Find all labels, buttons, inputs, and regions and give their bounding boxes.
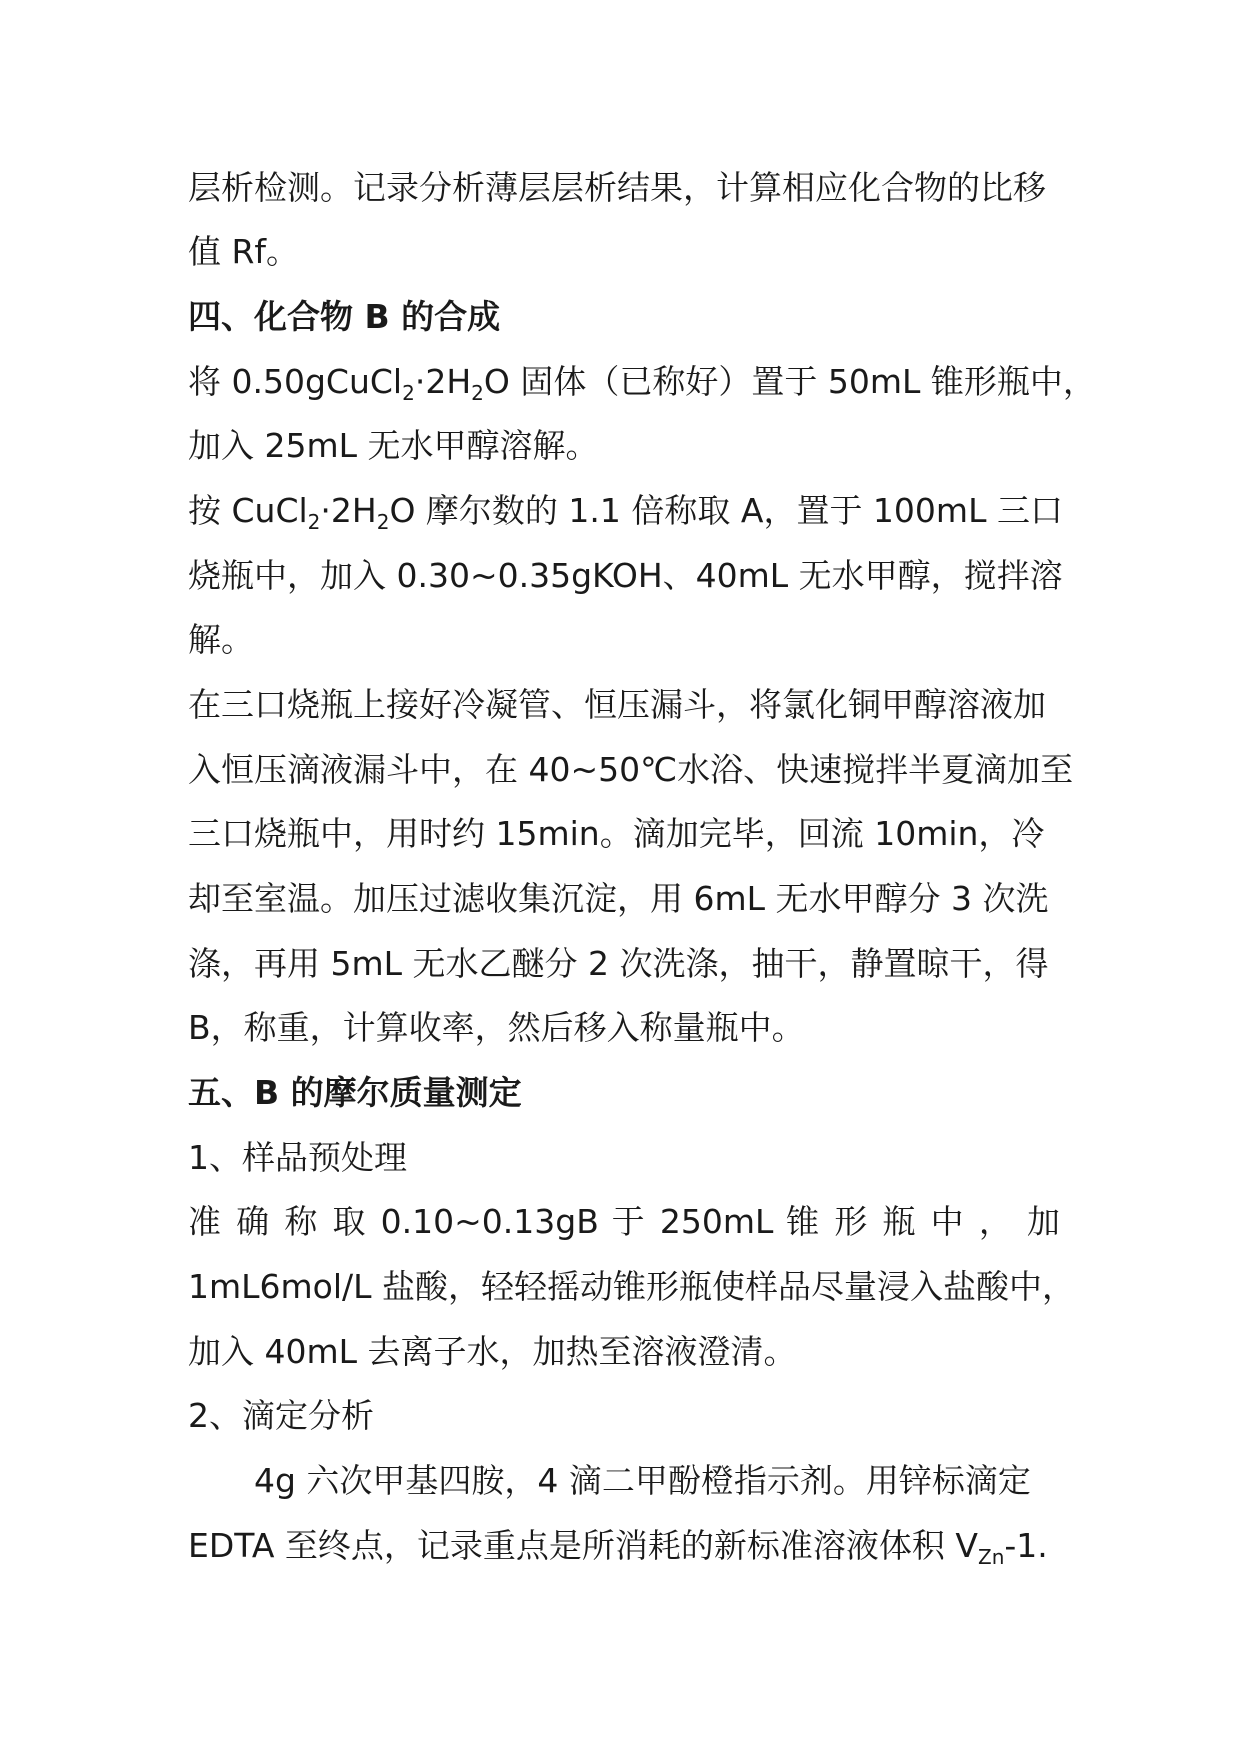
paragraph-line: 入恒压滴液漏斗中，在 40~50℃水浴、快速搅拌半夏滴加至: [188, 750, 1074, 789]
paragraph-line: EDTA 至终点，记录重点是所消耗的新标准溶液体积 $V_{Zn}-1$.: [188, 1526, 1048, 1569]
section-heading: 五、B 的摩尔质量测定: [188, 1073, 522, 1112]
paragraph-line: 4g 六次甲基四胺，4 滴二甲酚橙指示剂。用锌标滴定: [254, 1461, 1031, 1500]
paragraph-line: 将 $0.50gCuCl_2\cdot 2H_2O$ 固体（已称好）置于 50mL 锥形瓶中，: [188, 362, 1096, 405]
paragraph-line: 解。: [188, 620, 254, 659]
paragraph-line: 加入 25mL 无水甲醇溶解。: [188, 426, 599, 465]
paragraph-line: 却至室温。加压过滤收集沉淀，用 6mL 无水甲醇分 3 次洗: [188, 879, 1049, 918]
paragraph-line: 在三口烧瓶上接好冷凝管、恒压漏斗，将氯化铜甲醇溶液加: [188, 685, 1046, 724]
paragraph-line: 涤，再用 5mL 无水乙醚分 2 次洗涤，抽干，静置晾干，得: [188, 944, 1049, 983]
paragraph-line: 层析检测。记录分析薄层层析结果，计算相应化合物的比移: [188, 168, 1046, 207]
paragraph-line: 烧瓶中，加入 0.30~0.35gKOH、40mL 无水甲醇，搅拌溶: [188, 556, 1063, 595]
paragraph-line: 1mL6mol/L 盐酸，轻轻摇动锥形瓶使样品尽量浸入盐酸中，: [188, 1267, 1076, 1306]
subsection-heading: 2、滴定分析: [188, 1396, 374, 1435]
section-heading: 四、化合物 B 的合成: [188, 297, 501, 336]
paragraph-line: 值 Rf。: [188, 232, 300, 271]
paragraph-line: B，称重，计算收率，然后移入称量瓶中。: [188, 1008, 805, 1047]
paragraph-line: 按 $CuCl_2\cdot 2H_2O$ 摩尔数的 1.1 倍称取 A，置于 100mL 三口: [188, 491, 1063, 534]
paragraph-line: 准 确 称 取 0.10~0.13gB 于 250mL 锥 形 瓶 中 ， 加: [188, 1202, 1060, 1241]
paragraph-line: 三口烧瓶中，用时约 15min。滴加完毕，回流 10min，冷: [188, 814, 1045, 853]
paragraph-line: 加入 40mL 去离子水，加热至溶液澄清。: [188, 1332, 797, 1371]
subsection-heading: 1、样品预处理: [188, 1138, 407, 1177]
